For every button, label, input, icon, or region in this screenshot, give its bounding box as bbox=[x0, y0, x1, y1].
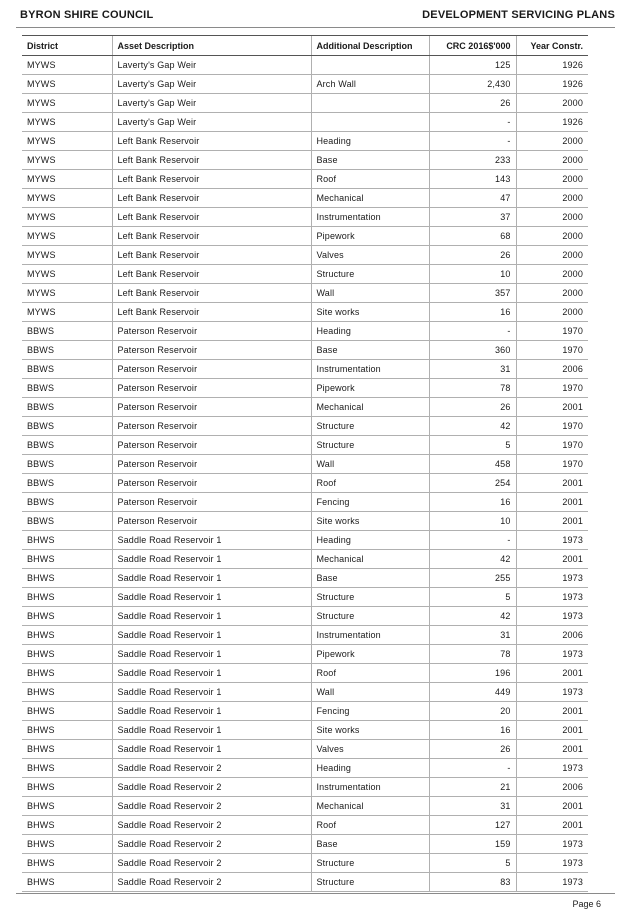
table-row bbox=[22, 702, 588, 721]
additional-description-cell: Base bbox=[311, 151, 429, 170]
district-cell: BHWS bbox=[22, 721, 112, 740]
year-constructed-cell: 2001 bbox=[516, 721, 588, 740]
district-cell: BHWS bbox=[22, 683, 112, 702]
crc-value-cell: 10 bbox=[429, 512, 516, 531]
crc-value-cell: 31 bbox=[429, 797, 516, 816]
asset-description-cell: Paterson Reservoir bbox=[112, 398, 311, 417]
district-cell: BHWS bbox=[22, 702, 112, 721]
asset-description-cell: Saddle Road Reservoir 2 bbox=[112, 854, 311, 873]
year-constructed-cell: 2001 bbox=[516, 512, 588, 531]
crc-value-cell: 10 bbox=[429, 265, 516, 284]
table-row bbox=[22, 322, 588, 341]
asset-description-cell: Paterson Reservoir bbox=[112, 379, 311, 398]
additional-description-cell: Base bbox=[311, 569, 429, 588]
additional-description-cell: Fencing bbox=[311, 702, 429, 721]
crc-value-cell: 47 bbox=[429, 189, 516, 208]
additional-description-cell: Mechanical bbox=[311, 398, 429, 417]
year-constructed-cell: 2000 bbox=[516, 151, 588, 170]
year-constructed-cell: 1973 bbox=[516, 588, 588, 607]
year-constructed-cell: 2000 bbox=[516, 94, 588, 113]
asset-description-cell: Left Bank Reservoir bbox=[112, 227, 311, 246]
crc-value-cell: 360 bbox=[429, 341, 516, 360]
crc-value-cell: - bbox=[429, 531, 516, 550]
table-row bbox=[22, 759, 588, 778]
year-constructed-cell: 1970 bbox=[516, 322, 588, 341]
year-constructed-cell: 2001 bbox=[516, 702, 588, 721]
year-constructed-cell: 2001 bbox=[516, 474, 588, 493]
district-cell: MYWS bbox=[22, 227, 112, 246]
additional-description-cell: Valves bbox=[311, 246, 429, 265]
page-header bbox=[20, 9, 615, 25]
table-row bbox=[22, 303, 588, 322]
additional-description-cell: Structure bbox=[311, 417, 429, 436]
crc-value-cell: - bbox=[429, 759, 516, 778]
year-constructed-cell: 2006 bbox=[516, 360, 588, 379]
asset-description-cell: Saddle Road Reservoir 2 bbox=[112, 873, 311, 892]
asset-description-cell: Laverty's Gap Weir bbox=[112, 94, 311, 113]
district-cell: BBWS bbox=[22, 379, 112, 398]
year-constructed-cell: 1973 bbox=[516, 835, 588, 854]
additional-description-cell: Structure bbox=[311, 873, 429, 892]
asset-description-cell: Left Bank Reservoir bbox=[112, 170, 311, 189]
district-cell: MYWS bbox=[22, 284, 112, 303]
crc-value-cell: 78 bbox=[429, 379, 516, 398]
crc-value-cell: 449 bbox=[429, 683, 516, 702]
crc-value-cell: 5 bbox=[429, 854, 516, 873]
district-cell: BHWS bbox=[22, 778, 112, 797]
asset-description-cell: Paterson Reservoir bbox=[112, 512, 311, 531]
table-row bbox=[22, 265, 588, 284]
asset-description-cell: Left Bank Reservoir bbox=[112, 246, 311, 265]
year-constructed-cell: 1970 bbox=[516, 436, 588, 455]
additional-description-cell: Heading bbox=[311, 759, 429, 778]
asset-description-cell: Left Bank Reservoir bbox=[112, 151, 311, 170]
additional-description-cell: Instrumentation bbox=[311, 626, 429, 645]
asset-description-cell: Saddle Road Reservoir 2 bbox=[112, 778, 311, 797]
crc-value-cell: 42 bbox=[429, 607, 516, 626]
district-cell: BHWS bbox=[22, 873, 112, 892]
table-row bbox=[22, 816, 588, 835]
table-row bbox=[22, 645, 588, 664]
asset-description-cell: Paterson Reservoir bbox=[112, 341, 311, 360]
district-cell: BHWS bbox=[22, 816, 112, 835]
year-constructed-cell: 2001 bbox=[516, 493, 588, 512]
crc-value-cell: 16 bbox=[429, 721, 516, 740]
year-constructed-cell: 1926 bbox=[516, 56, 588, 75]
additional-description-cell: Instrumentation bbox=[311, 360, 429, 379]
year-constructed-cell: 2001 bbox=[516, 398, 588, 417]
table-row bbox=[22, 170, 588, 189]
year-constructed-cell: 2000 bbox=[516, 132, 588, 151]
district-cell: BHWS bbox=[22, 588, 112, 607]
year-constructed-cell: 1973 bbox=[516, 569, 588, 588]
year-constructed-cell: 2001 bbox=[516, 550, 588, 569]
crc-value-cell: 159 bbox=[429, 835, 516, 854]
additional-description-cell: Roof bbox=[311, 474, 429, 493]
year-constructed-cell: 1973 bbox=[516, 531, 588, 550]
crc-value-cell: 16 bbox=[429, 493, 516, 512]
organization-name: BYRON SHIRE COUNCIL bbox=[20, 9, 154, 21]
table-row bbox=[22, 740, 588, 759]
year-constructed-cell: 1973 bbox=[516, 683, 588, 702]
asset-description-cell: Left Bank Reservoir bbox=[112, 189, 311, 208]
page-number: Page 6 bbox=[572, 899, 601, 909]
asset-description-cell: Left Bank Reservoir bbox=[112, 284, 311, 303]
crc-value-cell: 127 bbox=[429, 816, 516, 835]
additional-description-cell: Structure bbox=[311, 854, 429, 873]
year-constructed-cell: 2000 bbox=[516, 170, 588, 189]
table-row bbox=[22, 854, 588, 873]
asset-description-cell: Paterson Reservoir bbox=[112, 360, 311, 379]
crc-value-cell: 42 bbox=[429, 550, 516, 569]
district-cell: BHWS bbox=[22, 550, 112, 569]
crc-value-cell: 5 bbox=[429, 588, 516, 607]
asset-description-cell: Laverty's Gap Weir bbox=[112, 56, 311, 75]
table-row bbox=[22, 550, 588, 569]
asset-description-cell: Paterson Reservoir bbox=[112, 493, 311, 512]
crc-value-cell: 2,430 bbox=[429, 75, 516, 94]
asset-description-cell: Paterson Reservoir bbox=[112, 322, 311, 341]
document-title: DEVELOPMENT SERVICING PLANS bbox=[422, 9, 615, 21]
table-row bbox=[22, 189, 588, 208]
year-constructed-cell: 2001 bbox=[516, 740, 588, 759]
table-row bbox=[22, 835, 588, 854]
district-cell: MYWS bbox=[22, 246, 112, 265]
additional-description-cell: Heading bbox=[311, 132, 429, 151]
year-constructed-cell: 2006 bbox=[516, 626, 588, 645]
year-constructed-cell: 1970 bbox=[516, 417, 588, 436]
table-row bbox=[22, 113, 588, 132]
district-cell: BBWS bbox=[22, 398, 112, 417]
asset-description-cell: Saddle Road Reservoir 1 bbox=[112, 740, 311, 759]
additional-description-cell bbox=[311, 56, 429, 75]
year-constructed-cell: 2000 bbox=[516, 284, 588, 303]
year-constructed-cell: 1926 bbox=[516, 75, 588, 94]
table-row bbox=[22, 455, 588, 474]
crc-value-cell: 20 bbox=[429, 702, 516, 721]
asset-description-cell: Saddle Road Reservoir 1 bbox=[112, 588, 311, 607]
district-cell: BHWS bbox=[22, 626, 112, 645]
district-cell: BHWS bbox=[22, 607, 112, 626]
table-row bbox=[22, 436, 588, 455]
additional-description-cell: Heading bbox=[311, 531, 429, 550]
year-constructed-cell: 2006 bbox=[516, 778, 588, 797]
asset-description-cell: Saddle Road Reservoir 1 bbox=[112, 607, 311, 626]
asset-description-cell: Left Bank Reservoir bbox=[112, 132, 311, 151]
additional-description-cell: Wall bbox=[311, 284, 429, 303]
crc-value-cell: 68 bbox=[429, 227, 516, 246]
additional-description-cell: Roof bbox=[311, 816, 429, 835]
year-constructed-cell: 2001 bbox=[516, 797, 588, 816]
asset-description-cell: Left Bank Reservoir bbox=[112, 208, 311, 227]
district-cell: BBWS bbox=[22, 322, 112, 341]
additional-description-cell: Fencing bbox=[311, 493, 429, 512]
asset-description-cell: Laverty's Gap Weir bbox=[112, 75, 311, 94]
year-constructed-cell: 1973 bbox=[516, 854, 588, 873]
district-cell: BBWS bbox=[22, 493, 112, 512]
asset-description-cell: Paterson Reservoir bbox=[112, 417, 311, 436]
district-cell: MYWS bbox=[22, 303, 112, 322]
year-constructed-cell: 1973 bbox=[516, 759, 588, 778]
table-row bbox=[22, 512, 588, 531]
district-cell: BBWS bbox=[22, 360, 112, 379]
table-row bbox=[22, 94, 588, 113]
additional-description-cell: Site works bbox=[311, 721, 429, 740]
additional-description-cell: Base bbox=[311, 341, 429, 360]
district-cell: BBWS bbox=[22, 436, 112, 455]
year-constructed-cell: 1970 bbox=[516, 455, 588, 474]
district-cell: MYWS bbox=[22, 189, 112, 208]
district-cell: BHWS bbox=[22, 797, 112, 816]
additional-description-cell: Instrumentation bbox=[311, 778, 429, 797]
year-constructed-cell: 1970 bbox=[516, 379, 588, 398]
table-row bbox=[22, 607, 588, 626]
additional-description-cell bbox=[311, 94, 429, 113]
table-row bbox=[22, 721, 588, 740]
district-cell: BHWS bbox=[22, 854, 112, 873]
district-cell: BBWS bbox=[22, 474, 112, 493]
year-constructed-cell: 2000 bbox=[516, 227, 588, 246]
crc-value-cell: 26 bbox=[429, 740, 516, 759]
table-row bbox=[22, 664, 588, 683]
column-header-additional-description: Additional Description bbox=[311, 36, 429, 56]
year-constructed-cell: 1926 bbox=[516, 113, 588, 132]
table-body bbox=[22, 56, 588, 892]
crc-value-cell: 37 bbox=[429, 208, 516, 227]
asset-description-cell: Left Bank Reservoir bbox=[112, 303, 311, 322]
district-cell: MYWS bbox=[22, 265, 112, 284]
table-row bbox=[22, 56, 588, 75]
additional-description-cell: Structure bbox=[311, 265, 429, 284]
asset-description-cell: Saddle Road Reservoir 2 bbox=[112, 816, 311, 835]
additional-description-cell: Structure bbox=[311, 588, 429, 607]
table-row bbox=[22, 341, 588, 360]
table-row bbox=[22, 75, 588, 94]
crc-value-cell: 21 bbox=[429, 778, 516, 797]
district-cell: BHWS bbox=[22, 740, 112, 759]
additional-description-cell: Instrumentation bbox=[311, 208, 429, 227]
asset-description-cell: Saddle Road Reservoir 1 bbox=[112, 721, 311, 740]
table-row bbox=[22, 531, 588, 550]
table-row bbox=[22, 588, 588, 607]
asset-description-cell: Saddle Road Reservoir 1 bbox=[112, 702, 311, 721]
table-row bbox=[22, 246, 588, 265]
asset-description-cell: Paterson Reservoir bbox=[112, 436, 311, 455]
crc-value-cell: 26 bbox=[429, 398, 516, 417]
district-cell: BHWS bbox=[22, 645, 112, 664]
asset-description-cell: Saddle Road Reservoir 2 bbox=[112, 835, 311, 854]
district-cell: BHWS bbox=[22, 759, 112, 778]
year-constructed-cell: 2000 bbox=[516, 303, 588, 322]
asset-description-cell: Paterson Reservoir bbox=[112, 455, 311, 474]
table-row bbox=[22, 360, 588, 379]
additional-description-cell: Mechanical bbox=[311, 189, 429, 208]
table-row bbox=[22, 227, 588, 246]
district-cell: MYWS bbox=[22, 56, 112, 75]
crc-value-cell: - bbox=[429, 322, 516, 341]
additional-description-cell: Pipework bbox=[311, 379, 429, 398]
crc-value-cell: 5 bbox=[429, 436, 516, 455]
crc-value-cell: 42 bbox=[429, 417, 516, 436]
crc-value-cell: 357 bbox=[429, 284, 516, 303]
additional-description-cell: Mechanical bbox=[311, 797, 429, 816]
crc-value-cell: 233 bbox=[429, 151, 516, 170]
year-constructed-cell: 2000 bbox=[516, 246, 588, 265]
additional-description-cell: Heading bbox=[311, 322, 429, 341]
crc-value-cell: 125 bbox=[429, 56, 516, 75]
table-row bbox=[22, 797, 588, 816]
additional-description-cell: Structure bbox=[311, 607, 429, 626]
additional-description-cell: Wall bbox=[311, 683, 429, 702]
crc-value-cell: - bbox=[429, 113, 516, 132]
additional-description-cell: Site works bbox=[311, 512, 429, 531]
district-cell: BHWS bbox=[22, 569, 112, 588]
asset-description-cell: Saddle Road Reservoir 1 bbox=[112, 531, 311, 550]
district-cell: BHWS bbox=[22, 664, 112, 683]
table-row bbox=[22, 208, 588, 227]
crc-value-cell: 143 bbox=[429, 170, 516, 189]
column-header-asset-description: Asset Description bbox=[112, 36, 311, 56]
additional-description-cell: Roof bbox=[311, 170, 429, 189]
additional-description-cell: Valves bbox=[311, 740, 429, 759]
crc-value-cell: 26 bbox=[429, 94, 516, 113]
asset-description-cell: Saddle Road Reservoir 1 bbox=[112, 664, 311, 683]
district-cell: BBWS bbox=[22, 512, 112, 531]
year-constructed-cell: 2000 bbox=[516, 189, 588, 208]
year-constructed-cell: 2001 bbox=[516, 664, 588, 683]
asset-description-cell: Laverty's Gap Weir bbox=[112, 113, 311, 132]
crc-value-cell: 26 bbox=[429, 246, 516, 265]
asset-description-cell: Paterson Reservoir bbox=[112, 474, 311, 493]
table-row bbox=[22, 683, 588, 702]
district-cell: MYWS bbox=[22, 113, 112, 132]
district-cell: BBWS bbox=[22, 455, 112, 474]
year-constructed-cell: 2001 bbox=[516, 816, 588, 835]
district-cell: BHWS bbox=[22, 531, 112, 550]
asset-description-cell: Saddle Road Reservoir 2 bbox=[112, 797, 311, 816]
table-header-row bbox=[22, 36, 588, 56]
column-header-crc: CRC 2016$'000 bbox=[429, 36, 516, 56]
additional-description-cell: Base bbox=[311, 835, 429, 854]
crc-value-cell: - bbox=[429, 132, 516, 151]
district-cell: BHWS bbox=[22, 835, 112, 854]
crc-value-cell: 16 bbox=[429, 303, 516, 322]
crc-value-cell: 83 bbox=[429, 873, 516, 892]
district-cell: MYWS bbox=[22, 75, 112, 94]
asset-description-cell: Saddle Road Reservoir 1 bbox=[112, 569, 311, 588]
district-cell: MYWS bbox=[22, 151, 112, 170]
additional-description-cell: Site works bbox=[311, 303, 429, 322]
district-cell: MYWS bbox=[22, 208, 112, 227]
additional-description-cell: Structure bbox=[311, 436, 429, 455]
crc-value-cell: 458 bbox=[429, 455, 516, 474]
year-constructed-cell: 2000 bbox=[516, 265, 588, 284]
table-row bbox=[22, 151, 588, 170]
asset-table bbox=[22, 35, 588, 892]
asset-description-cell: Saddle Road Reservoir 1 bbox=[112, 550, 311, 569]
table-row bbox=[22, 626, 588, 645]
asset-description-cell: Left Bank Reservoir bbox=[112, 265, 311, 284]
additional-description-cell: Pipework bbox=[311, 645, 429, 664]
year-constructed-cell: 1973 bbox=[516, 645, 588, 664]
asset-description-cell: Saddle Road Reservoir 1 bbox=[112, 626, 311, 645]
crc-value-cell: 196 bbox=[429, 664, 516, 683]
header-divider bbox=[16, 27, 615, 28]
table-row bbox=[22, 417, 588, 436]
column-header-year-constr: Year Constr. bbox=[516, 36, 588, 56]
table-row bbox=[22, 379, 588, 398]
year-constructed-cell: 1973 bbox=[516, 873, 588, 892]
table-row bbox=[22, 569, 588, 588]
district-cell: MYWS bbox=[22, 132, 112, 151]
table-row bbox=[22, 132, 588, 151]
year-constructed-cell: 2000 bbox=[516, 208, 588, 227]
asset-description-cell: Saddle Road Reservoir 1 bbox=[112, 645, 311, 664]
table-row bbox=[22, 398, 588, 417]
district-cell: BBWS bbox=[22, 417, 112, 436]
additional-description-cell bbox=[311, 113, 429, 132]
additional-description-cell: Pipework bbox=[311, 227, 429, 246]
year-constructed-cell: 1970 bbox=[516, 341, 588, 360]
crc-value-cell: 254 bbox=[429, 474, 516, 493]
asset-description-cell: Saddle Road Reservoir 1 bbox=[112, 683, 311, 702]
footer-divider bbox=[16, 893, 615, 894]
table-row bbox=[22, 284, 588, 303]
table-row bbox=[22, 474, 588, 493]
additional-description-cell: Wall bbox=[311, 455, 429, 474]
asset-description-cell: Saddle Road Reservoir 2 bbox=[112, 759, 311, 778]
district-cell: MYWS bbox=[22, 170, 112, 189]
table-row bbox=[22, 873, 588, 892]
additional-description-cell: Roof bbox=[311, 664, 429, 683]
additional-description-cell: Mechanical bbox=[311, 550, 429, 569]
district-cell: MYWS bbox=[22, 94, 112, 113]
additional-description-cell: Arch Wall bbox=[311, 75, 429, 94]
table-row bbox=[22, 778, 588, 797]
crc-value-cell: 31 bbox=[429, 360, 516, 379]
crc-value-cell: 255 bbox=[429, 569, 516, 588]
district-cell: BBWS bbox=[22, 341, 112, 360]
year-constructed-cell: 1973 bbox=[516, 607, 588, 626]
crc-value-cell: 78 bbox=[429, 645, 516, 664]
crc-value-cell: 31 bbox=[429, 626, 516, 645]
table-row bbox=[22, 493, 588, 512]
column-header-district: District bbox=[22, 36, 112, 56]
